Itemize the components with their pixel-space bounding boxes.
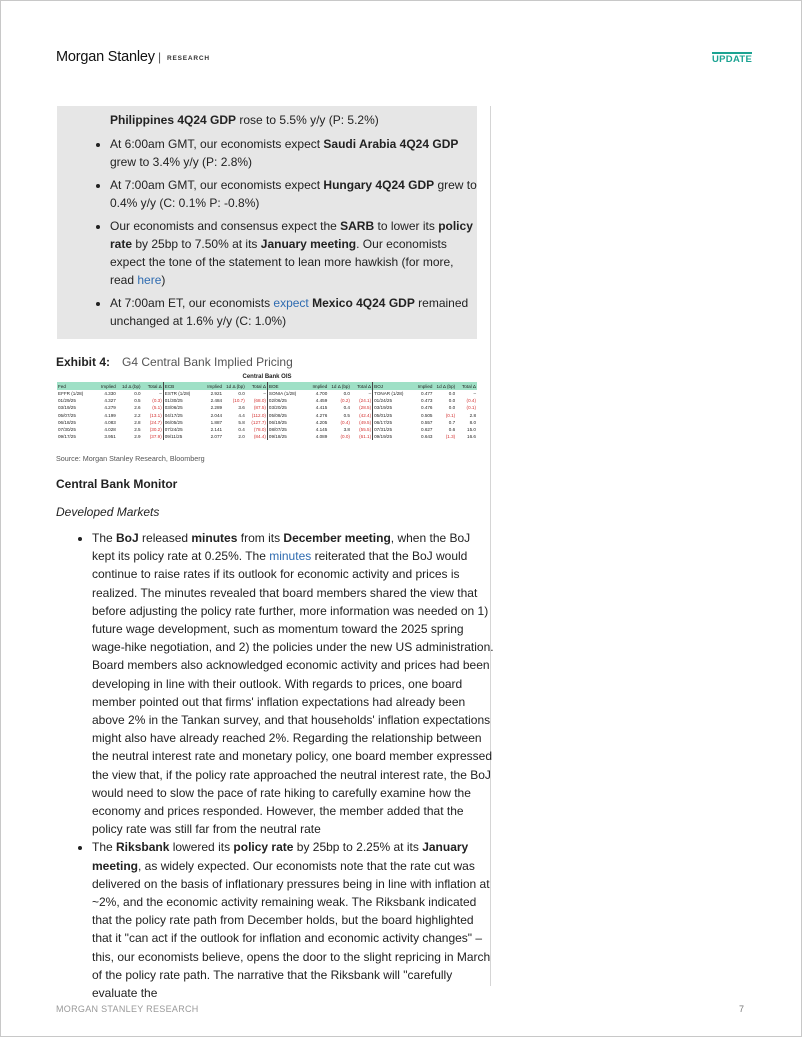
exhibit-title: G4 Central Bank Implied Pricing (122, 355, 293, 369)
table-cell: 01/24/25 (373, 397, 411, 404)
table-cell: 2.8 (134, 419, 141, 425)
table-header-cell: Implied (411, 382, 434, 390)
table-cell: 07/30/25 (58, 427, 76, 433)
table-cell: 3.8 (343, 427, 350, 433)
table-cell: – (159, 391, 162, 397)
table-cell: (37.9) (149, 434, 162, 440)
table-cell: 0.473 (420, 398, 433, 404)
exhibit-source: Source: Morgan Stanley Research, Bloomberg (56, 454, 205, 463)
table-cell: (0.1) (445, 412, 456, 418)
table-cell: 2.2 (134, 412, 141, 418)
subsection-heading: Developed Markets (56, 505, 160, 519)
table-cell: 4.279 (104, 405, 116, 411)
table-cell: 2.289 (210, 405, 223, 411)
calendar-item-mexico: • At 7:00am ET, our economists expect Mexico 4Q24 GDP remained unchanged at 1.6% y/y (C: 1.0%) (110, 294, 480, 330)
table-cell: 05/07/25 (58, 412, 76, 418)
table-cell: 03/19/25 (373, 404, 411, 411)
table-row (57, 404, 477, 411)
table-cell: 2.9 (134, 434, 141, 440)
table-header-cell: Fed (57, 382, 95, 390)
table-cell: – (263, 391, 266, 397)
table-cell: (0.4) (466, 398, 476, 404)
table-cell: 4.415 (315, 405, 328, 411)
table-cell: 03/19/25 (58, 405, 76, 411)
table-header-cell: 1d Δ (bp) (117, 382, 142, 390)
table-cell: 0.627 (420, 427, 433, 433)
table-cell: 4.089 (315, 434, 328, 440)
table-cell: (87.5) (253, 405, 266, 411)
section-label: RESEARCH (167, 55, 210, 62)
table-cell: 4.4 (238, 412, 245, 418)
table-cell: 0.7 (448, 419, 456, 425)
table-cell: 0.643 (420, 434, 433, 440)
calendar-list (93, 135, 480, 335)
update-badge: UPDATE (712, 54, 753, 65)
table-cell: (112.0) (251, 412, 266, 418)
table-cell: 2.077 (210, 434, 223, 440)
table-title: Central Bank OIS (242, 374, 292, 380)
calendar-item-sarb: • Our economists and consensus expect the SARB to lower its policy rate by 25bp to 7.50% at its January meeting. Our economists expect the tone of the statement to lean more hawkish (for more, read here) (110, 217, 480, 289)
exhibit-caption (56, 355, 293, 369)
table-header-cell: Total Δ (456, 382, 477, 390)
table-cell: (30.2) (149, 427, 162, 433)
table-row (57, 390, 477, 397)
table-cell: (0.2) (340, 398, 350, 404)
table-cell: ESTR (1/28) (163, 390, 200, 397)
table-cell: 0.0 (343, 391, 350, 397)
table-cell: TONAR (1/28) (373, 390, 411, 397)
table-header-cell: BOJ (373, 382, 411, 390)
table-cell: 2.0 (238, 434, 245, 440)
table-cell: 5.8 (238, 419, 245, 425)
table-header-cell: Implied (200, 382, 223, 390)
calendar-item-saudi: • At 6:00am GMT, our economists expect Saudi Arabia 4Q24 GDP grew to 3.4% y/y (P: 2.8%) (110, 135, 480, 171)
table-cell: 0.5 (343, 412, 350, 418)
calendar-item-hungary: • At 7:00am GMT, our economists expect Hungary 4Q24 GDP grew to 0.4% y/y (C: 0.1% P: -0.8%) (110, 176, 480, 212)
table-cell: (55.5) (359, 427, 372, 433)
table-cell: 0.505 (420, 412, 433, 418)
table-cell: (0.4) (340, 419, 350, 425)
footer-label: MORGAN STANLEY RESEARCH (56, 1004, 199, 1014)
table-cell: 07/31/25 (373, 426, 411, 433)
section-heading: Central Bank Monitor (56, 477, 178, 491)
exhibit-label: Exhibit 4: (56, 355, 111, 369)
table-cell: 2.044 (210, 412, 223, 418)
table-cell: 0.5 (134, 398, 141, 404)
table-header-cell: BOE (267, 382, 305, 390)
table-cell: 07/24/25 (163, 426, 200, 433)
table-cell: (5.1) (152, 405, 162, 411)
table-cell: (0.0) (340, 434, 350, 440)
table-cell: 09/19/25 (373, 433, 411, 440)
table-cell: (42.4) (359, 412, 372, 418)
table-cell: (0.1) (466, 405, 476, 411)
table-cell: 0.0 (448, 405, 456, 411)
table-cell: 0.4 (238, 427, 245, 433)
table-cell: 04/17/25 (163, 412, 200, 419)
table-cell: 3.6 (238, 405, 245, 411)
table-cell: 4.276 (315, 412, 328, 418)
table-cell: 0.4 (343, 405, 350, 411)
table-header-cell: ECB (163, 382, 200, 390)
mexico-expect-link[interactable]: expect (273, 296, 309, 310)
table-cell: 0.0 (134, 391, 141, 397)
table-cell: 03/20/25 (267, 404, 305, 411)
monitor-list (75, 529, 494, 1002)
table-cell: 15.0 (467, 427, 476, 433)
table-cell: (49.5) (359, 419, 372, 425)
table-cell: (10.7) (232, 398, 245, 404)
riksbank-paragraph: • The Riksbank lowered its policy rate by 25bp to 2.25% at its January meeting, as widely expected. Our economists note that the rate cut was delivered on the basis of inflationary pressures being in line with inflation at ~2%, and the economic activity remaining weak. The Riksbank indicated that the policy rate path from December holds, but the board highlighted that it "can act if the outlook for inflation and economic activity changes" – this, our economists believe, opens the door to the slight repricing in March of the policy rate path. The narrative that the Riksbank will "carefully evaluate the (92, 838, 494, 1002)
table-cell: 0.0 (238, 391, 245, 397)
table-header-cell: 1d Δ (bp) (433, 382, 456, 390)
brand-logo: Morgan Stanley (56, 49, 155, 65)
table-cell: 4.330 (104, 391, 116, 397)
table-cell: 02/06/25 (267, 397, 305, 404)
table-cell: 4.700 (315, 391, 328, 397)
table-cell: 05/08/25 (267, 412, 305, 419)
table-cell: 0.477 (420, 391, 433, 397)
table-header-cell: Implied (306, 382, 329, 390)
table-cell: 2.484 (210, 398, 223, 404)
table-cell: 4.459 (315, 398, 328, 404)
table-cell: 09/11/25 (163, 433, 200, 440)
boj-minutes-link[interactable]: minutes (269, 549, 312, 564)
table-row (57, 426, 477, 433)
table-cell: 0.0 (448, 391, 456, 397)
table-cell: 4.205 (315, 419, 328, 425)
table-cell: (84.4) (253, 434, 266, 440)
table-cell: 03/06/25 (163, 404, 200, 411)
table-cell: 08/07/25 (267, 426, 305, 433)
page-number: 7 (739, 1004, 745, 1014)
brand-separator: | (158, 50, 162, 64)
table-cell: 0.0 (448, 398, 456, 404)
table-cell: 2.5 (134, 427, 141, 433)
table-header-cell: 1d Δ (bp) (328, 382, 351, 390)
table-cell: 0.476 (420, 405, 433, 411)
table-cell: 06/17/25 (373, 419, 411, 426)
table-cell: 09/18/25 (267, 433, 305, 440)
table-cell: 06/05/25 (163, 419, 200, 426)
table-cell: 2.141 (210, 427, 223, 433)
table-row (57, 433, 477, 440)
table-header-cell: Total Δ (142, 382, 164, 390)
table-cell: 09/17/25 (58, 434, 76, 440)
table-header-cell: Total Δ (351, 382, 373, 390)
table-cell: 1.887 (210, 419, 223, 425)
table-cell: 4.145 (315, 427, 328, 433)
table-header-cell: Total Δ (246, 382, 268, 390)
table-cell: 3.951 (104, 434, 116, 440)
table-cell: (127.7) (251, 419, 266, 425)
table-cell: (28.5) (359, 405, 372, 411)
table-cell: 01/29/25 (58, 398, 76, 404)
table-cell: (1.3) (445, 434, 456, 440)
table-header-row (57, 382, 477, 390)
table-cell: 2.8 (469, 412, 476, 418)
table-cell: 06/18/25 (58, 419, 76, 425)
table-cell: 4.199 (104, 412, 116, 418)
table-cell: 0.557 (420, 419, 433, 425)
table-cell: 0.6 (448, 427, 456, 433)
table-cell: (24.7) (149, 419, 162, 425)
table-cell: – (368, 391, 372, 397)
table-cell: (0.3) (152, 398, 162, 404)
table-cell: 8.0 (469, 419, 476, 425)
table-cell: 01/30/25 (163, 397, 200, 404)
table-row (57, 397, 477, 404)
table-cell: (61.1) (359, 434, 372, 440)
table-cell: 05/01/25 (373, 412, 411, 419)
table-cell: (24.1) (359, 398, 372, 404)
table-header-cell: Implied (95, 382, 117, 390)
table-cell: – (473, 391, 476, 397)
table-row (57, 412, 477, 419)
table-cell: 4.083 (104, 419, 116, 425)
table-cell: (68.0) (253, 398, 266, 404)
table-cell: 2.6 (134, 405, 141, 411)
table-row (57, 419, 477, 426)
table-cell: (13.1) (149, 412, 162, 418)
central-bank-ois-table (57, 382, 477, 440)
table-cell: SONIA (1/28) (267, 390, 305, 397)
boj-paragraph: • The BoJ released minutes from its December meeting, when the BoJ kept its policy rate at 0.25%. The minutes reiterated that the BoJ would continue to raise rates if its outlook for economic activity and prices is realized. The minutes revealed that board members shared the view that before adjusting the policy rate further, more information was needed on 1) future wage development, such as momentum toward the 2025 spring wage-hike negotiation, and 2) the policies under the new US administration. Board members also acknowledged economic activity and prices had been developing in line with their outlook. With regards to prices, one board member pointed out that firms' inflation expectations had already been above 2% in the Tankan survey, and that households' inflation expectations might also have already reached 2%. Regarding the relationship between the neutral interest rate and monetary policy, one board member expressed the view that, if the policy rate approached the neutral interest rate, the BoJ would need to slow the pace of rate hiking to carefully examine how the economy and prices responded. However, the member added that the policy rate was still far from the neutral rate (92, 529, 494, 838)
table-cell: 4.327 (104, 398, 116, 404)
table-cell: EFFR (1/28) (58, 391, 84, 397)
calendar-item-philippines: Philippines 4Q24 GDP rose to 5.5% y/y (P: 5.2%) (110, 113, 379, 127)
calendar-box (57, 106, 477, 339)
table-cell: 4.028 (104, 427, 116, 433)
table-cell: 16.6 (467, 434, 476, 440)
table-cell: (78.0) (253, 427, 266, 433)
table-cell: 2.921 (210, 391, 223, 397)
table-header-cell: 1d Δ (bp) (223, 382, 246, 390)
sarb-read-more-link[interactable]: here (137, 273, 162, 287)
table-cell: 06/19/25 (267, 419, 305, 426)
